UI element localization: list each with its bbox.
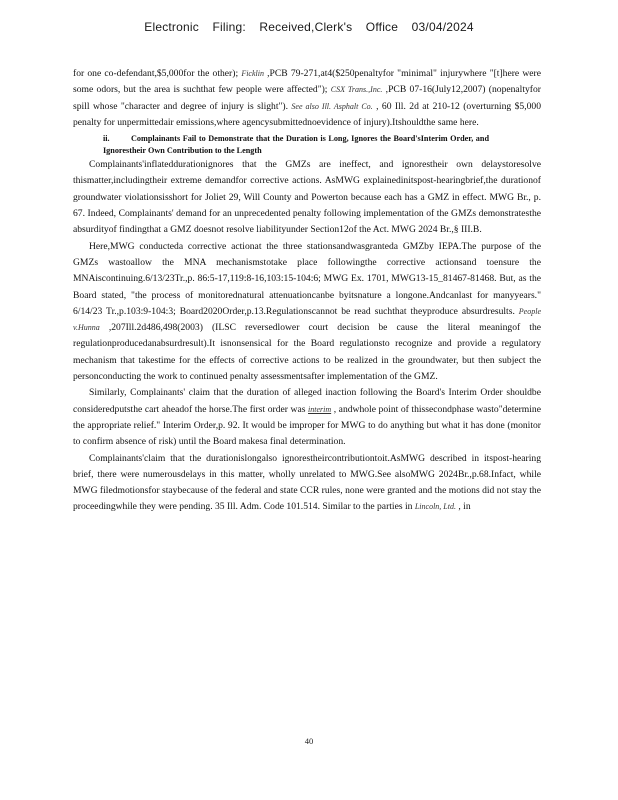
section-heading-text: Complainants Fail to Demonstrate that the Duration is Long, Ignores the Board'sInterim Order, and Ignorestheir Own Contribution to the Length <box>103 134 489 156</box>
case-citation-hunna: People v.Hunna <box>73 306 541 333</box>
paragraph-1-text-g: , 60 Ill. 2d at 210-12 (overturning $5,000 penalty for unpermittedair emissions,where agencysubmittednoevidence of injury).Itshouldthe same here. <box>73 100 541 128</box>
paragraph-1 <box>73 66 541 131</box>
paragraph-2-text: Complainants'inflateddurationignores that the GMZs are ineffect, and ignorestheir own delaystoresolve thismatter,includingtheir extreme demandfor corrective actions. AsMWG explainedinitspost-hearingbrief,the durationof groundwater violationsisshort for Joliet 29, Will County and Powerton because each has a GMZ in effect. MWG Br., p. 67. Indeed, Complainants' demand for an unprecedented penalty following implementation of the GMZs demonstratesthe absurdityof findingthat a GMZ doesnot resolve liabilityunder Section12of the Act. MWG 2024 Br.,§ III.B. <box>73 159 541 236</box>
case-citation-ficklin: Ficklin <box>241 69 264 78</box>
paragraph-1-text-c: ,PCB 79-271,at4($250penaltyfor "minimal" injurywhere "[t]here were some odors, but the area is suchthat few people were affected"); <box>73 68 541 96</box>
paragraph-1-text-a: for one co-defendant,$5,000for the other); <box>73 68 242 79</box>
paragraph-4-text-c: , andwhole point of thissecondphase wasto"determine the appropriate relief." Interim Order,p. 92. It would be improper for MWG to do anything but what it has done (monitor to confirm absence of risk) until the Board makesa final determination. <box>73 403 541 448</box>
page-number: 40 <box>304 736 314 746</box>
paragraph-5-text-c: , in <box>455 501 471 513</box>
paragraph-3-text-a: Here,MWG conducteda corrective actionat the three stationsandwasgranteda GMZby IEPA.The purpose of the GMZs wastoallow the MNA mechanismstotake place followingthe corrective actionsand toensure the MNAiscontinuing.6/13/23Tr.,p. 86:5-17,119:8-16,103:15-104:6; MWG Ex. 1701, MWG13-15_81467-81468. But, as the Board stated, "the process of monitorednatural attenuationcanbe byitsnature a longone.Andcanlast for manyyears." 6/14/23 Tr.,p.103:9-104:3; Board2020Order,p.13.Regulationscannot be read suchthat theyproduce absurdresults. <box>73 240 541 317</box>
case-citation-asphalt: See also Ill. Asphalt Co. <box>291 101 373 111</box>
paragraph-2 <box>73 157 541 238</box>
paragraph-3-text-c: ,207Ill.2d486,498(2003) (ILSC reversedlower court decision be cause the literal meaningof the regulationproducedanabsurdresult).It isnonsensical for the Board regulationsto recognize and provide a regulatory mechanism that takestime for the effects of corrective actions to be realized in the groundwater, but then subject the personconducting the work to continued penalty assessmentsafter implementation of the GMZ. <box>73 322 541 383</box>
paragraph-1-text-e: ,PCB 07-16(July12,2007) (nopenaltyfor spill whose "character and degree of injury is slight"). <box>73 84 541 112</box>
document-body <box>73 66 541 516</box>
paragraph-5-text-a: Complainants'claim that the durationislongalso ignorestheircontributiontoit.AsMWG described in itspost-hearing brief, there were numerousdelays in this matter, wholly unrelated to MWG.See alsoMWG 2024Br.,p.68.Infact, while MWG filedmotionsfor staybecause of the federal and state CCR rules, none were granted and the motions did not stay the proceedingwhile they were pending. 35 Ill. Adm. Code 101.514. Similar to the parties in <box>73 452 541 513</box>
case-citation-csx: CSX Trans.,Inc. <box>330 85 383 95</box>
paragraph-5 <box>73 451 541 516</box>
case-citation-lincoln: Lincoln, Ltd. <box>414 502 456 512</box>
emphasis-interim: interim <box>308 404 332 414</box>
section-heading-number: ii. <box>103 134 110 144</box>
paragraph-3 <box>73 239 541 386</box>
filing-stamp-header: Electronic Filing: Received,Clerk's Office 03/04/2024 <box>144 20 474 34</box>
paragraph-4-text-a: Similarly, Complainants' claim that the duration of alleged inaction following the Board's Interim Order shouldbe consideredputsthe cart aheadof the horse.The first order was <box>73 387 541 415</box>
paragraph-4 <box>73 385 541 450</box>
section-heading <box>73 133 541 157</box>
